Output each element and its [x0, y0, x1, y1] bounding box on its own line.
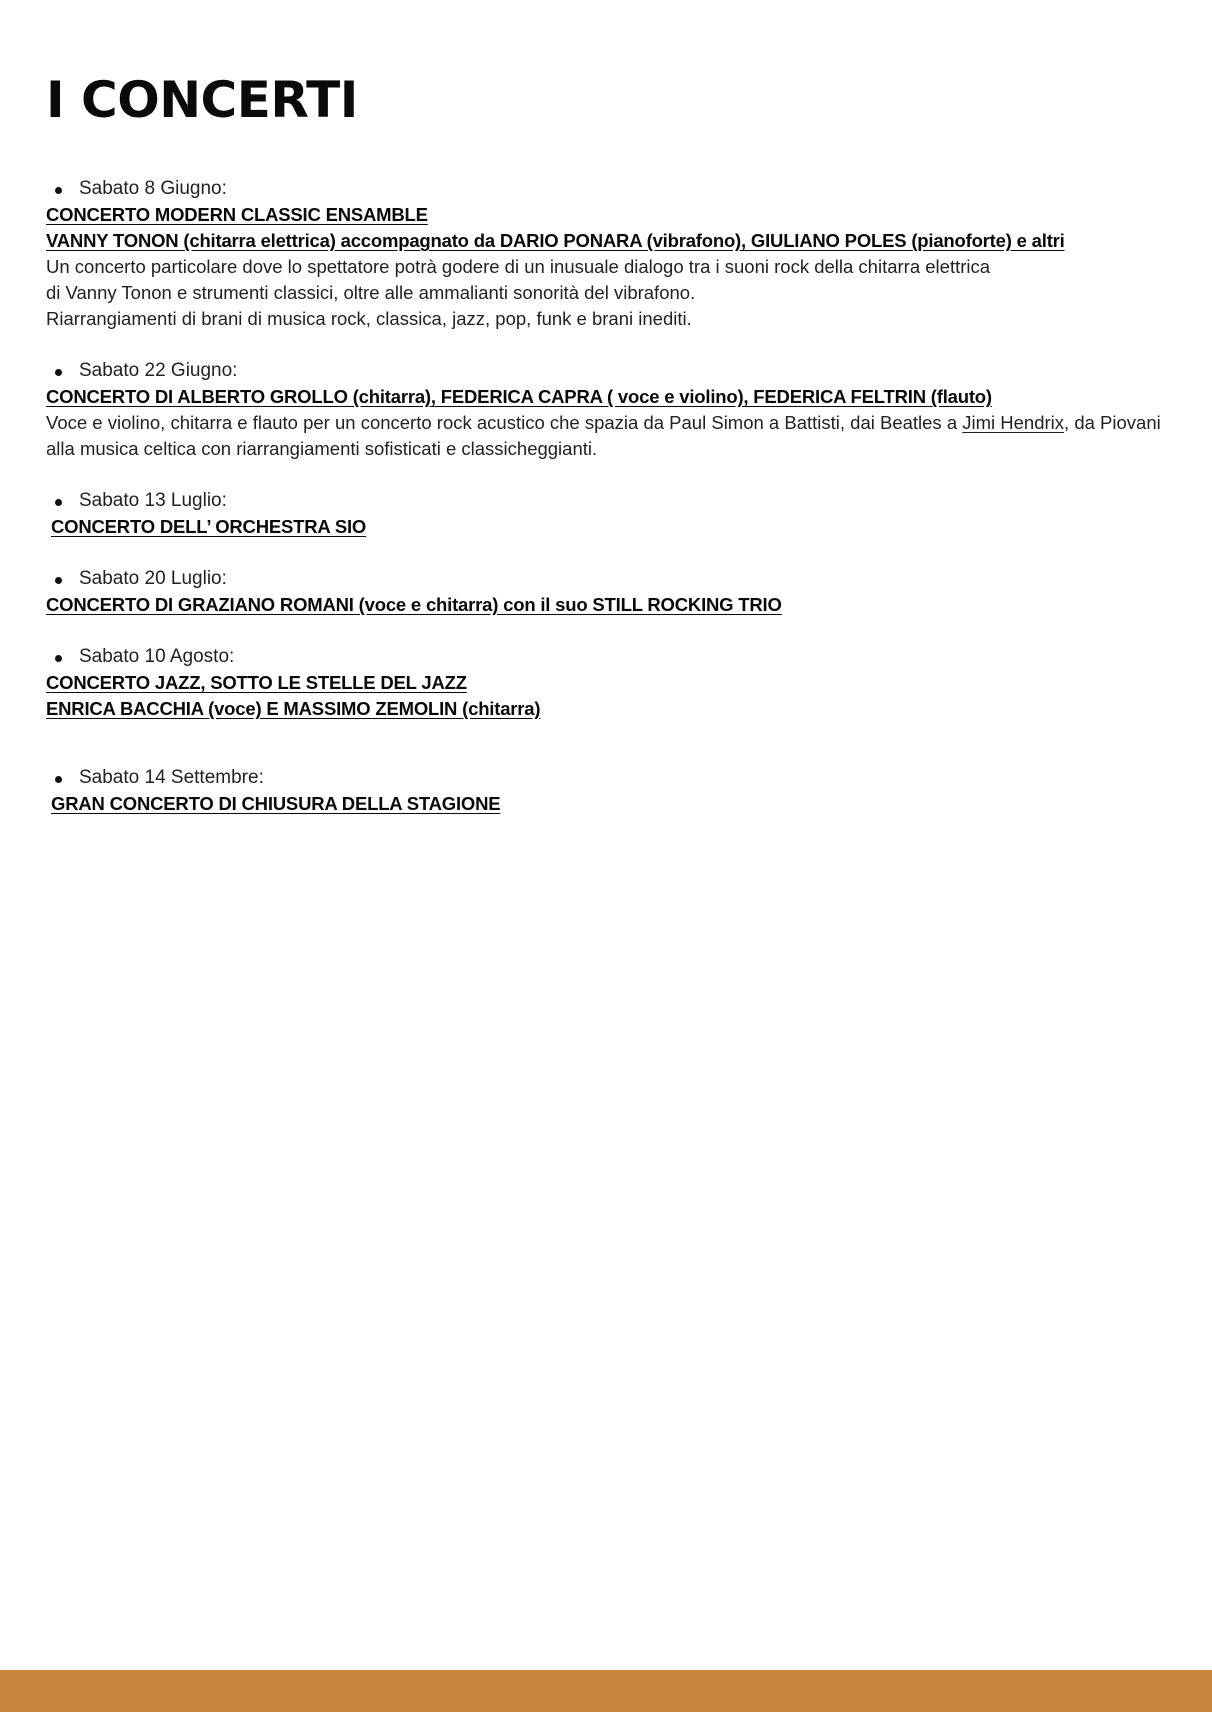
description-line: Riarrangiamenti di brani di musica rock, classica, jazz, pop, funk e brani inediti. [46, 308, 692, 329]
description-text: Voce e violino, chitarra e flauto per un concerto rock acustico che spazia da Paul Simon a Battisti, dai Beatles a [46, 412, 963, 433]
event-item [46, 488, 1176, 540]
bullet-icon [55, 577, 62, 584]
bullet-icon [55, 655, 62, 662]
event-headline: CONCERTO MODERN CLASSIC ENSAMBLE [46, 204, 428, 225]
event-headline: ENRICA BACCHIA (voce) E MASSIMO ZEMOLIN (chitarra) [46, 698, 541, 719]
event-description [46, 410, 1176, 462]
event-item [46, 176, 1176, 332]
event-headline: GRAN CONCERTO DI CHIUSURA DELLA STAGIONE [51, 793, 501, 814]
bullet-icon [55, 499, 62, 506]
event-headline: CONCERTO DELL’ ORCHESTRA SIO [51, 516, 367, 537]
event-headline: CONCERTO DI GRAZIANO ROMANI (voce e chitarra) con il suo STILL ROCKING TRIO [46, 594, 782, 615]
events-list [46, 176, 1176, 843]
event-date [46, 358, 1176, 384]
bullet-icon [55, 369, 62, 376]
event-item [46, 765, 1176, 817]
event-date-label: Sabato 20 Luglio: [79, 568, 227, 589]
event-date [46, 488, 1176, 514]
event-headline: VANNY TONON (chitarra elettrica) accompagnato da DARIO PONARA (vibrafono), GIULIANO POLES (pianoforte) e altri [46, 230, 1065, 251]
event-headline: CONCERTO DI ALBERTO GROLLO (chitarra), FEDERICA CAPRA ( voce e violino), FEDERICA FELTRIN (flauto) [46, 386, 992, 407]
bullet-icon [55, 776, 62, 783]
event-item [46, 566, 1176, 618]
event-date [46, 566, 1176, 592]
event-date [46, 644, 1176, 670]
description-line: Un concerto particolare dove lo spettatore potrà godere di un inusuale dialogo tra i suoni rock della chitarra elettrica [46, 256, 991, 277]
event-date-label: Sabato 10 Agosto: [79, 646, 235, 667]
page-title: I CONCERTI [46, 71, 358, 129]
event-item [46, 644, 1176, 722]
event-headline: CONCERTO JAZZ, SOTTO LE STELLE DEL JAZZ [46, 672, 467, 693]
event-date-label: Sabato 8 Giugno: [79, 178, 227, 199]
description-text: , da Piovani alla musica celtica con riarrangiamenti sofisticati e classicheggianti. [46, 412, 1161, 459]
jimi-hendrix-link[interactable]: Jimi Hendrix [962, 412, 1065, 433]
footer-band [0, 1670, 1212, 1712]
event-date [46, 765, 1176, 791]
bullet-icon [55, 187, 62, 194]
event-date-label: Sabato 14 Settembre: [79, 767, 264, 788]
description-line: di Vanny Tonon e strumenti classici, oltre alle ammalianti sonorità del vibrafono. [46, 282, 696, 303]
event-date-label: Sabato 13 Luglio: [79, 490, 227, 511]
event-item [46, 358, 1176, 462]
event-description [46, 254, 1176, 332]
event-date-label: Sabato 22 Giugno: [79, 360, 238, 381]
event-date [46, 176, 1176, 202]
